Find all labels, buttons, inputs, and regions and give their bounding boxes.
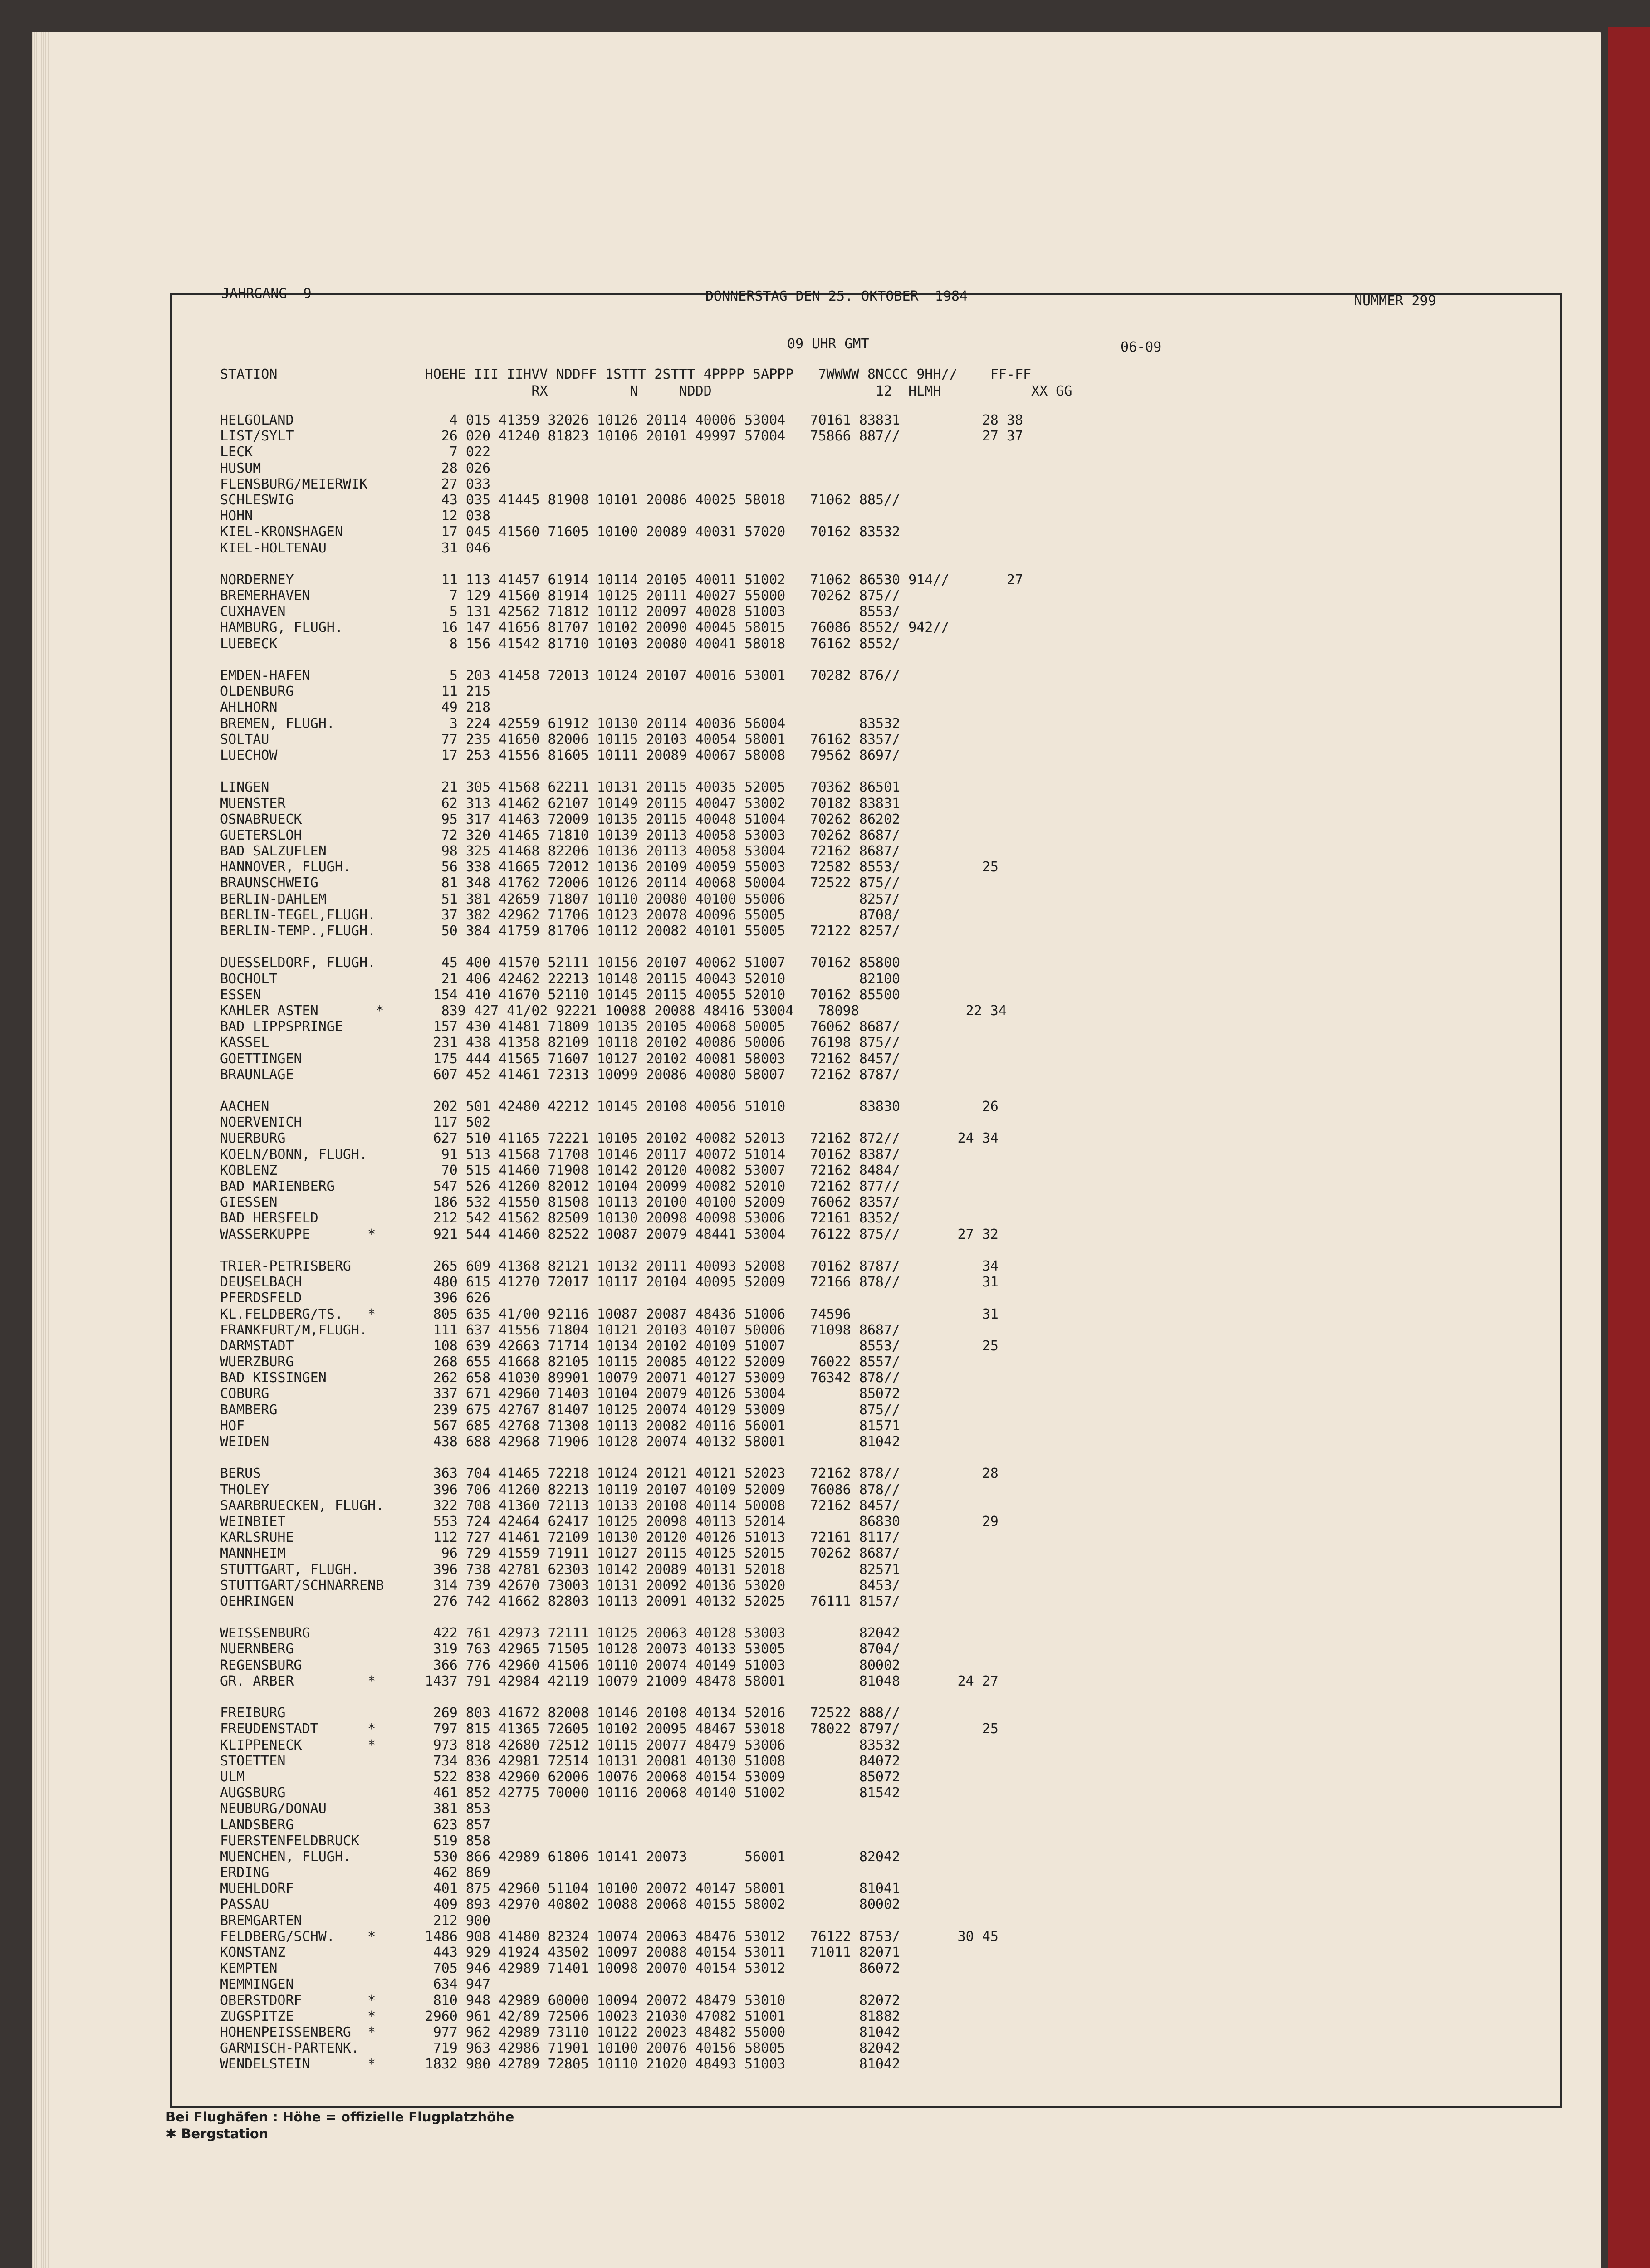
station-row: ERDING 462 869 (220, 1865, 491, 1881)
station-row: BRAUNLAGE 607 452 41461 72313 10099 20086 40080 58007 72162 8787/ (220, 1066, 901, 1083)
station-row: FREIBURG 269 803 41672 82008 10146 20108 40134 52016 72522 888// (220, 1705, 901, 1721)
page-edges (32, 32, 50, 2268)
station-row: HELGOLAND 4 015 41359 32026 10126 20114 40006 53004 70161 83831 28 38 (220, 412, 1023, 428)
station-row: NEUBURG/DONAU 381 853 (220, 1801, 491, 1817)
station-row: BRAUNSCHWEIG 81 348 41762 72006 10126 20114 40068 50004 72522 875// (220, 875, 901, 891)
column-header-line1: STATION HOEHE III IIHVV NDDFF 1STTT 2STTT 4PPPP 5APPP 7WWWW 8NCCC 9HH// FF-FF (220, 367, 1032, 382)
station-row: BAD HERSFELD 212 542 41562 82509 10130 20098 40098 53006 72161 8352/ (220, 1210, 901, 1227)
station-row: DEUSELBACH 480 615 41270 72017 10117 20104 40095 52009 72166 878// 31 (220, 1274, 999, 1290)
station-row: COBURG 337 671 42960 71403 10104 20079 40126 53004 85072 (220, 1386, 901, 1402)
station-row: HUSUM 28 026 (220, 460, 491, 476)
period-label: 06-09 (1121, 339, 1162, 355)
station-row: WUERZBURG 268 655 41668 82105 10115 20085 40122 52009 76022 8557/ (220, 1354, 901, 1370)
station-row: KIEL-HOLTENAU 31 046 (220, 540, 491, 556)
station-row: LIST/SYLT 26 020 41240 81823 10106 20101 49997 57004 75866 887// 27 37 (220, 428, 1023, 445)
station-row: KL.FELDBERG/TS. * 805 635 41/00 92116 10087 20087 48436 51006 74596 31 (220, 1306, 999, 1322)
issue-number: NUMMER 299 (1354, 293, 1436, 309)
station-row: FELDBERG/SCHW. * 1486 908 41480 82324 10074 20063 48476 53012 76122 8753/ 30 45 (220, 1928, 999, 1945)
station-row: ESSEN 154 410 41670 52110 10145 20115 40055 52010 70162 85500 (220, 987, 901, 1003)
station-row: KIEL-KRONSHAGEN 17 045 41560 71605 10100 20089 40031 57020 70162 83532 (220, 524, 901, 540)
station-row: HANNOVER, FLUGH. 56 338 41665 72012 10136 20109 40059 55003 72582 8553/ 25 (220, 859, 999, 875)
station-row: ULM 522 838 42960 62006 10076 20068 40154 53009 85072 (220, 1769, 901, 1785)
station-row: KAHLER ASTEN * 839 427 41/02 92221 10088 20088 48416 53004 78098 22 34 (220, 1002, 1007, 1019)
station-row: BERLIN-TEGEL,FLUGH. 37 382 42962 71706 10123 20078 40096 55005 8708/ (220, 907, 901, 923)
station-row: HOHENPEISSENBERG * 977 962 42989 73110 10122 20023 48482 55000 81042 (220, 2024, 901, 2040)
station-row: OEHRINGEN 276 742 41662 82803 10113 20091 40132 52025 76111 8157/ (220, 1593, 901, 1609)
station-row: KEMPTEN 705 946 42989 71401 10098 20070 40154 53012 86072 (220, 1960, 901, 1977)
station-row: LUEBECK 8 156 41542 81710 10103 20080 40041 58018 76162 8552/ (220, 635, 901, 652)
station-row: PFERDSFELD 396 626 (220, 1290, 491, 1306)
station-row: EMDEN-HAFEN 5 203 41458 72013 10124 20107 40016 53001 70282 876// (220, 668, 901, 684)
station-row: BOCHOLT 21 406 42462 22213 10148 20115 40043 52010 82100 (220, 971, 901, 987)
station-row: SAARBRUECKEN, FLUGH. 322 708 41360 72113 10133 20108 40114 50008 72162 8457/ (220, 1497, 901, 1514)
station-row: AACHEN 202 501 42480 42212 10145 20108 40056 51010 83830 26 (220, 1099, 999, 1115)
station-row: DUESSELDORF, FLUGH. 45 400 41570 52111 10156 20107 40062 51007 70162 85800 (220, 955, 901, 971)
station-row: LECK 7 022 (220, 444, 491, 460)
station-row: BAD KISSINGEN 262 658 41030 89901 10079 20071 40127 53009 76342 878// (220, 1370, 901, 1386)
station-row: BAD LIPPSPRINGE 157 430 41481 71809 10135 20105 40068 50005 76062 8687/ (220, 1019, 901, 1035)
station-row: KONSTANZ 443 929 41924 43502 10097 20088 40154 53011 71011 82071 (220, 1945, 901, 1960)
station-row: LUECHOW 17 253 41556 81605 10111 20089 40067 58008 79562 8697/ (220, 747, 901, 763)
station-row: KOELN/BONN, FLUGH. 91 513 41568 71708 10146 20117 40072 51014 70162 8387/ (220, 1146, 901, 1163)
date-heading: DONNERSTAG DEN 25. OKTOBER 1984 (705, 288, 968, 304)
station-row: HOF 567 685 42768 71308 10113 20082 40116 56001 81571 (220, 1418, 901, 1434)
station-row: LINGEN 21 305 41568 62211 10131 20115 40035 52005 70362 86501 (220, 779, 901, 796)
station-row: MEMMINGEN 634 947 (220, 1976, 491, 1993)
station-row: MUENSTER 62 313 41462 62107 10149 20115 40047 53002 70182 83831 (220, 795, 901, 811)
station-row: BAMBERG 239 675 42767 81407 10125 20074 40129 53009 875// (220, 1402, 901, 1418)
jahrgang-label: JAHRGANG 9 (221, 286, 312, 302)
station-row: GARMISCH-PARTENK. 719 963 42986 71901 10100 20076 40156 58005 82042 (220, 2040, 901, 2057)
station-row: REGENSBURG 366 776 42960 41506 10110 20074 40149 51003 80002 (220, 1657, 901, 1673)
group-separator (220, 556, 1023, 572)
station-row: NOERVENICH 117 502 (220, 1114, 491, 1131)
column-header-line2: RX N NDDD 12 HLMH XX GG (220, 383, 1072, 399)
group-separator (220, 939, 1023, 955)
station-row: KLIPPENECK * 973 818 42680 72512 10115 20077 48479 53006 83532 (220, 1737, 901, 1753)
station-row: AHLHORN 49 218 (220, 699, 491, 716)
station-row: BREMEN, FLUGH. 3 224 42559 61912 10130 20114 40036 56004 83532 (220, 715, 901, 732)
station-row: STUTTGART, FLUGH. 396 738 42781 62303 10142 20089 40131 52018 82571 (220, 1561, 901, 1578)
station-row: TRIER-PETRISBERG 265 609 41368 82121 10132 20111 40093 52008 70162 8787/ 34 (220, 1258, 999, 1274)
station-row: THOLEY 396 706 41260 82213 10119 20107 40109 52009 76086 878// (220, 1481, 901, 1498)
station-row: NORDERNEY 11 113 41457 61914 10114 20105 40011 51002 71062 86530 914// 27 (220, 572, 1023, 588)
footnote-airport: Bei Flughäfen : Höhe = offizielle Flugplatzhöhe (166, 2109, 514, 2125)
station-row: MUEHLDORF 401 875 42960 51104 10100 20072 40147 58001 81041 (220, 1881, 901, 1897)
group-separator (220, 1689, 1023, 1705)
station-row: STUTTGART/SCHNARRENB 314 739 42670 73003 10131 20092 40136 53020 8453/ (220, 1577, 901, 1593)
observation-time: 09 UHR GMT (787, 336, 869, 352)
station-row: GIESSEN 186 532 41550 81508 10113 20100 40100 52009 76062 8357/ (220, 1194, 901, 1211)
station-row: FLENSBURG/MEIERWIK 27 033 (220, 476, 491, 492)
station-row: WEINBIET 553 724 42464 62417 10125 20098 40113 52014 86830 29 (220, 1513, 999, 1530)
station-row: KASSEL 231 438 41358 82109 10118 20102 40086 50006 76198 875// (220, 1035, 901, 1051)
station-row: BERLIN-DAHLEM 51 381 42659 71807 10110 20080 40100 55006 8257/ (220, 891, 901, 907)
station-row: AUGSBURG 461 852 42775 70000 10116 20068 40140 51002 81542 (220, 1785, 901, 1801)
station-row: MUENCHEN, FLUGH. 530 866 42989 61806 10141 20073 56001 82042 (220, 1848, 901, 1865)
station-row: BERLIN-TEMP.,FLUGH. 50 384 41759 81706 10112 20082 40101 55005 72122 8257/ (220, 923, 901, 939)
station-row: WENDELSTEIN * 1832 980 42789 72805 10110 21020 48493 51003 81042 (220, 2056, 901, 2072)
station-row: FRANKFURT/M,FLUGH. 111 637 41556 71804 10121 20103 40107 50006 71098 8687/ (220, 1322, 901, 1338)
station-row: STOETTEN 734 836 42981 72514 10131 20081 40130 51008 84072 (220, 1753, 901, 1769)
station-table (220, 412, 1023, 2072)
station-row: FREUDENSTADT * 797 815 41365 72605 10102 20095 48467 53018 78022 8797/ 25 (220, 1721, 999, 1737)
station-row: OBERSTDORF * 810 948 42989 60000 10094 20072 48479 53010 82072 (220, 1992, 901, 2009)
station-row: SCHLESWIG 43 035 41445 81908 10101 20086 40025 58018 71062 885// (220, 492, 901, 508)
station-row: PASSAU 409 893 42970 40802 10088 20068 40155 58002 80002 (220, 1897, 901, 1913)
station-row: LANDSBERG 623 857 (220, 1817, 491, 1833)
group-separator (220, 1242, 1023, 1258)
station-row: GOETTINGEN 175 444 41565 71607 10127 20102 40081 58003 72162 8457/ (220, 1051, 901, 1067)
station-row: KOBLENZ 70 515 41460 71908 10142 20120 40082 53007 72162 8484/ (220, 1162, 901, 1178)
station-row: BREMGARTEN 212 900 (220, 1912, 491, 1929)
group-separator (220, 652, 1023, 668)
station-row: OLDENBURG 11 215 (220, 684, 491, 700)
station-row: ZUGSPITZE * 2960 961 42/89 72506 10023 21030 47082 51001 81882 (220, 2008, 901, 2024)
station-row: HOHN 12 038 (220, 508, 491, 524)
group-separator (220, 1083, 1023, 1099)
station-row: NUERBURG 627 510 41165 72221 10105 20102 40082 52013 72162 872// 24 34 (220, 1130, 999, 1147)
station-row: MANNHEIM 96 729 41559 71911 10127 20115 40125 52015 70262 8687/ (220, 1545, 901, 1562)
station-row: GUETERSLOH 72 320 41465 71810 10139 20113 40058 53003 70262 8687/ (220, 827, 901, 843)
group-separator (220, 1450, 1023, 1466)
station-row: BERUS 363 704 41465 72218 10124 20121 40121 52023 72162 878// 28 (220, 1466, 999, 1482)
group-separator (220, 763, 1023, 779)
station-row: SOLTAU 77 235 41650 82006 10115 20103 40054 58001 76162 8357/ (220, 731, 901, 748)
book-spine (1608, 27, 1650, 2268)
footnote-mountain-station: ✱ Bergstation (166, 2126, 269, 2141)
station-row: FUERSTENFELDBRUCK 519 858 (220, 1833, 491, 1849)
station-row: KARLSRUHE 112 727 41461 72109 10130 20120 40126 51013 72161 8117/ (220, 1530, 901, 1546)
station-row: DARMSTADT 108 639 42663 71714 10134 20102 40109 51007 8553/ 25 (220, 1338, 999, 1354)
group-separator (220, 1609, 1023, 1625)
station-row: WEISSENBURG 422 761 42973 72111 10125 20063 40128 53003 82042 (220, 1625, 901, 1642)
station-row: NUERNBERG 319 763 42965 71505 10128 20073 40133 53005 8704/ (220, 1641, 901, 1657)
station-row: BREMERHAVEN 7 129 41560 81914 10125 20111 40027 55000 70262 875// (220, 588, 901, 604)
station-row: OSNABRUECK 95 317 41463 72009 10135 20115 40048 51004 70262 86202 (220, 811, 901, 827)
station-row: HAMBURG, FLUGH. 16 147 41656 81707 10102 20090 40045 58015 76086 8552/ 942// (220, 620, 950, 636)
station-row: BAD SALZUFLEN 98 325 41468 82206 10136 20113 40058 53004 72162 8687/ (220, 843, 901, 860)
station-row: BAD MARIENBERG 547 526 41260 82012 10104 20099 40082 52010 72162 877// (220, 1178, 901, 1194)
station-row: GR. ARBER * 1437 791 42984 42119 10079 21009 48478 58001 81048 24 27 (220, 1673, 999, 1689)
station-row: CUXHAVEN 5 131 42562 71812 10112 20097 40028 51003 8553/ (220, 604, 901, 620)
station-row: WEIDEN 438 688 42968 71906 10128 20074 40132 58001 81042 (220, 1434, 901, 1450)
station-row: WASSERKUPPE * 921 544 41460 82522 10087 20079 48441 53004 76122 875// 27 32 (220, 1226, 999, 1242)
